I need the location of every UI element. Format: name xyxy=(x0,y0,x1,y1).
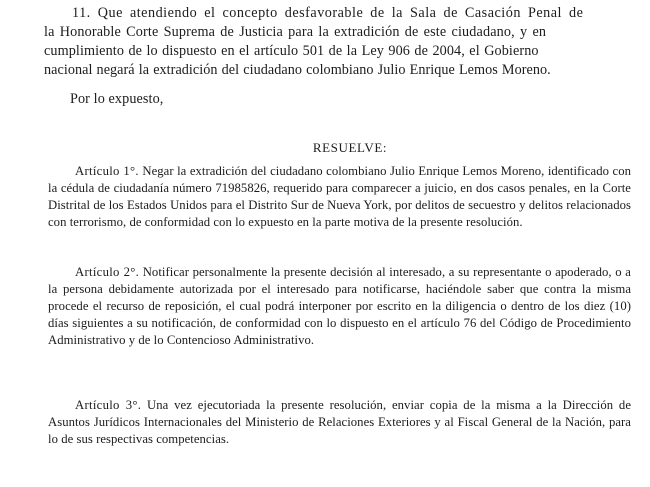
preamble-line-1: 11. Que atendiendo el concepto desfavorable de la Sala de Casación Penal de xyxy=(72,5,584,21)
article-1 xyxy=(48,163,631,231)
article-3-text: Una vez ejecutoriada la presente resolución, enviar copia de la misma a la Dirección de Asuntos Jurídicos Internacionales del Ministerio de Relaciones Exteriores y al Fiscal General de la Nación, para lo de sus respectivas competencias. xyxy=(48,398,631,447)
article-1-text: Negar la extradición del ciudadano colombiano Julio Enrique Lemos Moreno, identificado con la cédula de ciudadanía número 71985826, requerido para comparecer a juicio, en dos casos penales, en la Corte Distrital de los Estados Unidos para el Distrito Sur de Nueva York, por delitos de secuestro y delitos relacionados con terrorismo, de conformidad con lo expuesto en la parte motiva de la presente resolución. xyxy=(48,164,631,230)
preamble-closing: Por lo expuesto, xyxy=(70,91,164,107)
preamble-line-4: nacional negará la extradición del ciudadano colombiano Julio Enrique Lemos Moreno. xyxy=(44,62,551,78)
resolve-heading: RESUELVE: xyxy=(312,140,388,155)
article-2 xyxy=(48,264,631,349)
preamble-line-2: la Honorable Corte Suprema de Justicia para la extradición de este ciudadano, y en xyxy=(44,24,547,40)
preamble-line-3: cumplimiento de lo dispuesto en el artículo 501 de la Ley 906 de 2004, el Gobierno xyxy=(44,43,539,59)
article-2-text: Notificar personalmente la presente decisión al interesado, a su representante o apoderado, o a la persona debidamente autorizada por el interesado para notificarse, haciéndole saber que contra la misma procede el recurso de reposición, el cual podrá interponer por escrito en la diligencia o dentro de los diez (10) días siguientes a su notificación, de conformidad con lo dispuesto en el artículo 76 del Código de Procedimiento Administrativo y de lo Contencioso Administrativo. xyxy=(48,265,631,348)
article-3-label: Artículo 3°. xyxy=(75,398,142,412)
article-3 xyxy=(48,397,631,448)
article-1-label: Artículo 1°. xyxy=(75,164,139,178)
article-2-label: Artículo 2°. xyxy=(75,265,140,279)
